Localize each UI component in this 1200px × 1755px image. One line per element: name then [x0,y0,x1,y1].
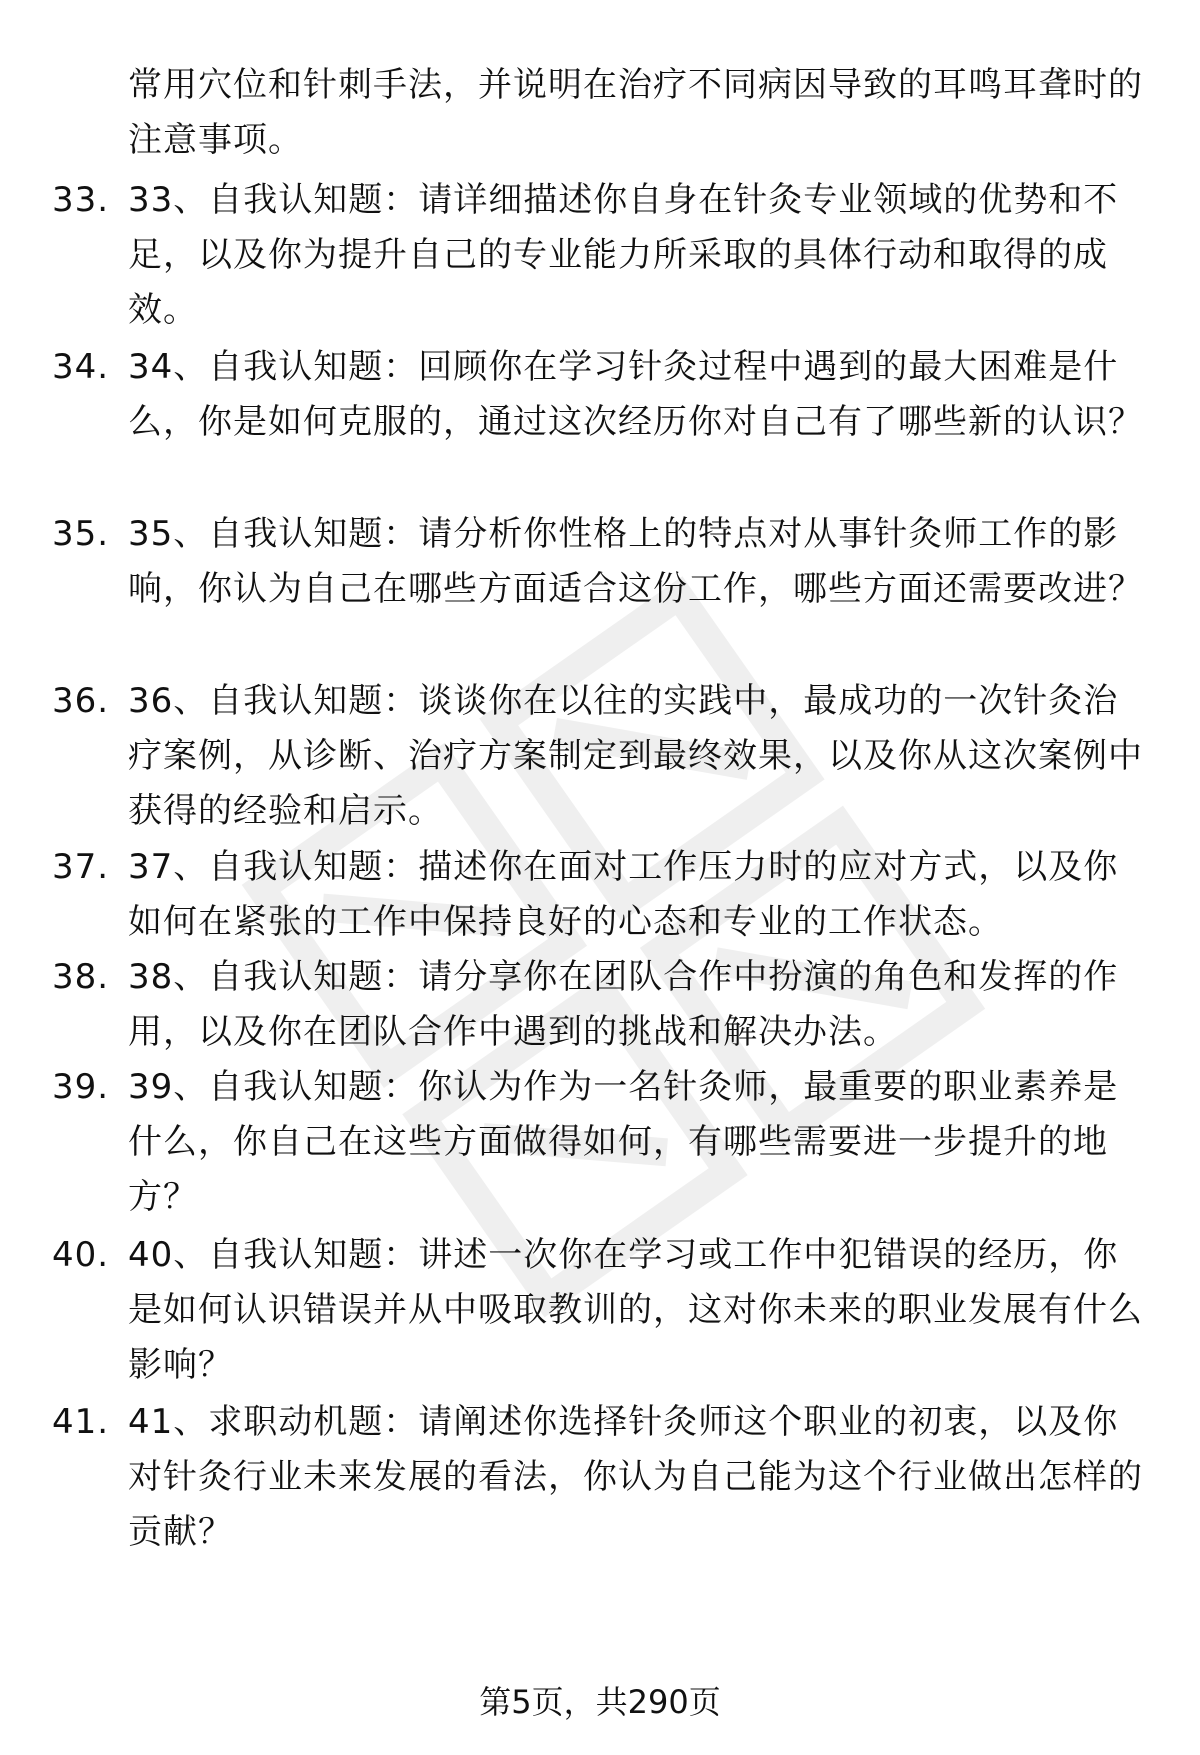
question-text: 37、自我认知题：描述你在面对工作压力时的应对方式，以及你如何在紧张的工作中保持良好的心态和专业的工作状态。 [128,847,1119,942]
item-number: 38. [52,957,110,997]
item-number: 35. [52,514,110,554]
item-number: 33. [52,180,110,220]
question-text: 41、求职动机题：请阐述你选择针灸师这个职业的初衷，以及你对针灸行业未来发展的看法，你认为自己能为这个行业做出怎样的贡献？ [128,1402,1143,1552]
item-number: 37. [52,847,110,887]
continued-question-text: 常用穴位和针刺手法，并说明在治疗不同病因导致的耳鸣耳聋时的注意事项。 [128,65,1143,160]
question-text: 38、自我认知题：请分享你在团队合作中扮演的角色和发挥的作用，以及你在团队合作中遇到的挑战和解决办法。 [128,957,1119,1052]
question-text: 33、自我认知题：请详细描述你自身在针灸专业领域的优势和不足，以及你为提升自己的专业能力所采取的具体行动和取得的成效。 [128,180,1119,330]
question-text: 34、自我认知题：回顾你在学习针灸过程中遇到的最大困难是什么，你是如何克服的，通过这次经历你对自己有了哪些新的认识？ [128,347,1143,442]
item-number: 40. [52,1235,110,1275]
item-number: 34. [52,347,110,387]
question-text: 35、自我认知题：请分析你性格上的特点对从事针灸师工作的影响，你认为自己在哪些方面适合这份工作，哪些方面还需要改进？ [128,514,1143,609]
item-number: 36. [52,681,110,721]
question-text: 39、自我认知题：你认为作为一名针灸师，最重要的职业素养是什么，你自己在这些方面做得如何，有哪些需要进一步提升的地方？ [128,1067,1119,1217]
item-number: 39. [52,1067,110,1107]
item-number: 41. [52,1402,110,1442]
question-text: 36、自我认知题：谈谈你在以往的实践中，最成功的一次针灸治疗案例，从诊断、治疗方案制定到最终效果，以及你从这次案例中获得的经验和启示。 [128,681,1143,831]
question-text: 40、自我认知题：讲述一次你在学习或工作中犯错误的经历，你是如何认识错误并从中吸取教训的，这对你未来的职业发展有什么影响？ [128,1235,1143,1385]
page-number-footer: 第5页，共290页 [479,1683,721,1721]
